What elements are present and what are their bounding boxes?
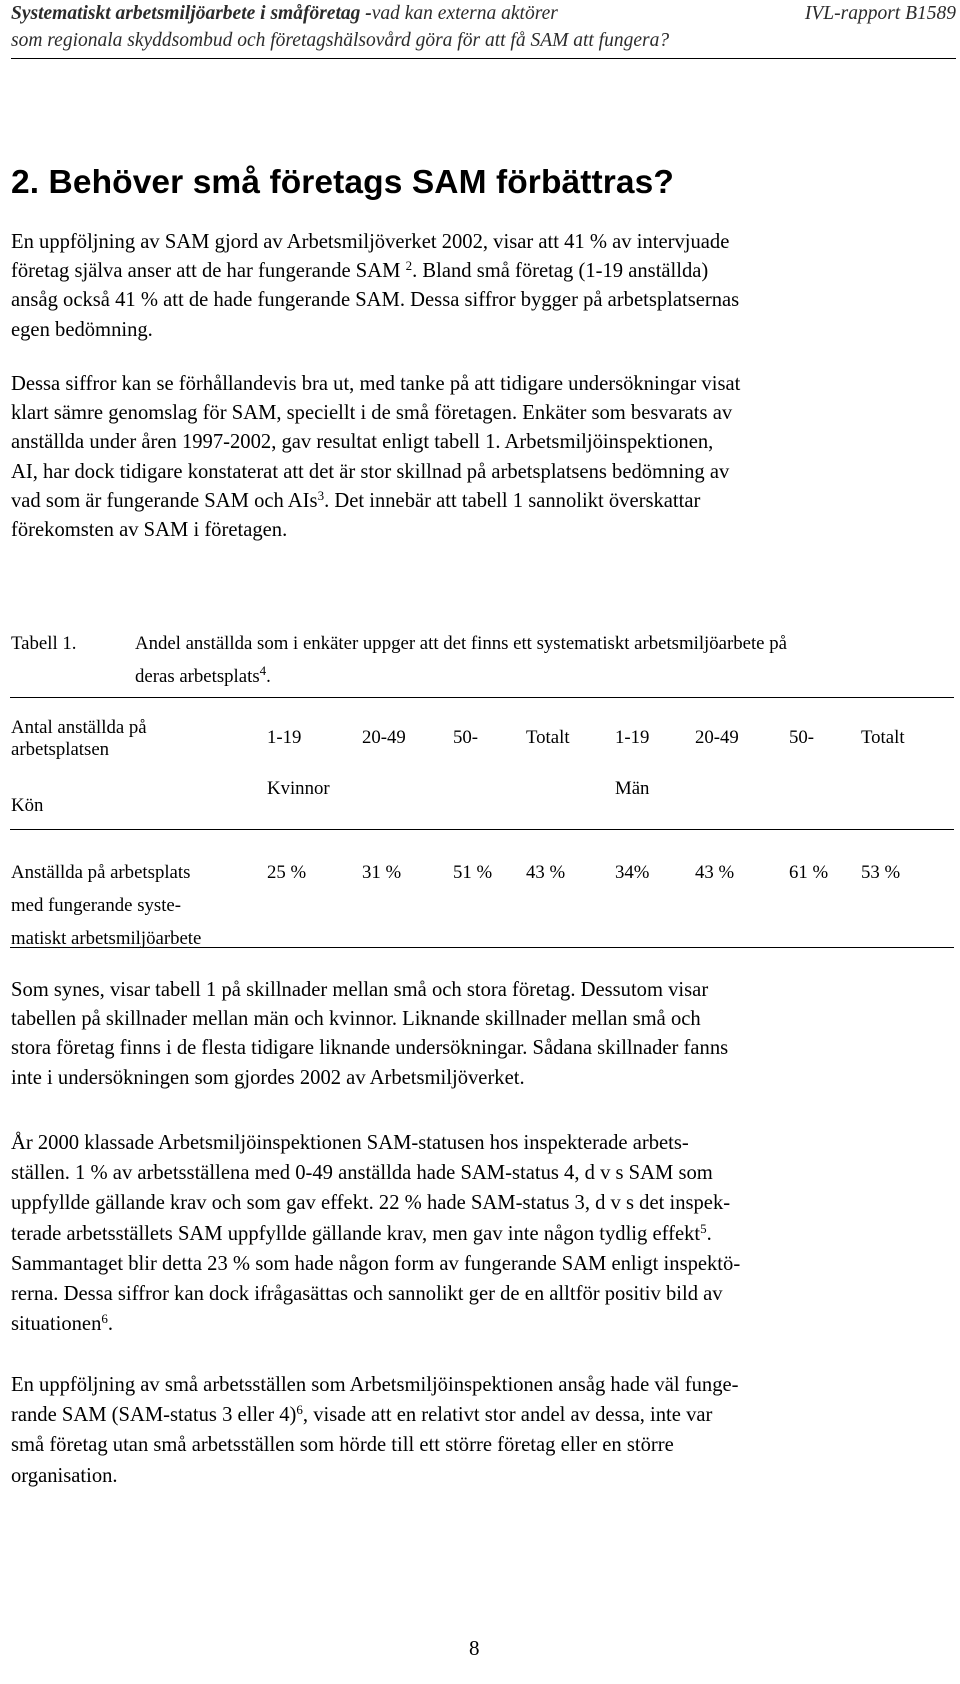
text-span: .: [107, 1313, 114, 1336]
paragraph-5: [11, 1370, 956, 1491]
text-line: klart sämre genomslag för SAM, speciellt i de små företagen. Enkäter som besvarats av: [11, 402, 733, 425]
text-line: AI, har dock tidigare konstaterat att det är stor skillnad på arbetsplatsens bedömning av: [11, 460, 730, 483]
row-header-size: [11, 717, 147, 761]
table-value: 61 %: [789, 862, 829, 883]
table-value: 25 %: [267, 862, 307, 883]
table-caption: [135, 627, 787, 693]
running-header: [11, 0, 956, 54]
paragraph-1: [11, 228, 956, 345]
table-rule-mid: [10, 829, 954, 830]
text-line: uppfyllde gällande krav och som gav effekt. 22 % hade SAM-status 3, d v s det inspek-: [11, 1192, 731, 1215]
header-title: [11, 0, 558, 27]
text-span: terade arbetsställets SAM uppfyllde gällande krav, men gav inte någon tydlig effekt: [11, 1222, 701, 1245]
paragraph-3: [11, 976, 956, 1093]
text-line: [11, 1309, 956, 1339]
table-rule-bottom: [10, 947, 954, 948]
text-line: Antal anställda på: [11, 717, 147, 738]
header-row-2: [11, 27, 956, 54]
text-line: Dessa siffror kan se förhållandevis bra ut, med tanke på att tidigare undersökningar visat: [11, 373, 741, 395]
text-line: små företag utan små arbetsställen som hörde till ett större företag eller en större: [11, 1434, 674, 1457]
report-id: IVL-rapport B1589: [804, 3, 956, 24]
footnote-ref: 6: [296, 1402, 303, 1418]
text-line: egen bedömning.: [11, 318, 153, 341]
text-line: med fungerande syste-: [11, 895, 182, 916]
header-title-bold: Systematiskt arbetsmiljöarbete i småföretag -: [11, 3, 372, 24]
text-line: Anställda på arbetsplats: [11, 862, 191, 883]
text-line: organisation.: [11, 1464, 118, 1487]
text-line: tabellen på skillnader mellan män och kvinnor. Liknande skillnader mellan små och: [11, 1008, 701, 1031]
table-value: 31 %: [362, 862, 402, 883]
row-header-gender: Kön: [11, 795, 44, 816]
text-span: .: [706, 1222, 712, 1245]
gender-women: Kvinnor: [267, 778, 330, 799]
text-line: arbetsplatsen: [11, 739, 110, 760]
text-line: inte i undersökningen som gjordes 2002 av Arbetsmiljöverket.: [11, 1066, 525, 1089]
text-line: [11, 1400, 956, 1430]
text-line: Som synes, visar tabell 1 på skillnader mellan små och stora företag. Dessutom visar: [11, 979, 709, 1001]
header-divider: [11, 58, 956, 59]
table-value: 43 %: [695, 862, 735, 883]
data-row-label: [11, 856, 201, 955]
text-line: anställda under åren 1997-2002, gav resultat enligt tabell 1. Arbetsmiljöinspektionen,: [11, 431, 714, 454]
text-span: . Det innebär att tabell 1 sannolikt överskattar: [324, 489, 701, 512]
text-line: En uppföljning av små arbetsställen som Arbetsmiljöinspektionen ansåg hade väl funge-: [11, 1374, 739, 1396]
col-header-size: Totalt: [526, 727, 570, 748]
footnote-ref: 6: [101, 1311, 108, 1327]
text-line: matiskt arbetsmiljöarbete: [11, 928, 202, 949]
footnote-ref: 4: [259, 663, 267, 678]
col-header-size: 50-: [789, 727, 815, 748]
text-line: ställen. 1 % av arbetsställena med 0-49 anställda hade SAM-status 4, d v s SAM som: [11, 1162, 713, 1185]
header-title-rest: vad kan externa aktörer: [371, 3, 558, 24]
caption-line: Andel anställda som i enkäter uppger att det finns ett systematiskt arbetsmiljöarbete på: [135, 633, 787, 654]
text-span: . Bland små företag (1-19 anställda): [412, 260, 709, 283]
text-line: År 2000 klassade Arbetsmiljöinspektionen SAM-statusen hos inspekterade arbets-: [11, 1132, 689, 1154]
text-span: , visade att en relativt stor andel av dessa, inte var: [302, 1404, 713, 1427]
text-line: [11, 257, 956, 286]
header-row-1: [11, 0, 956, 27]
section-heading: 2. Behöver små företags SAM förbättras?: [11, 164, 674, 201]
text-line: förekomsten av SAM i företagen.: [11, 519, 288, 542]
table-value: 43 %: [526, 862, 566, 883]
col-header-size: 20-49: [362, 727, 406, 748]
table-value: 51 %: [453, 862, 493, 883]
paragraph-4: [11, 1128, 956, 1339]
col-header-size: Totalt: [861, 727, 905, 748]
text-line: rerna. Dessa siffror kan dock ifrågasättas och sannolikt ger de en alltför positiv bild av: [11, 1283, 723, 1306]
text-span: vad som är fungerande SAM och AIs: [11, 489, 318, 512]
text-span: situationen: [11, 1313, 102, 1336]
text-line: Sammantaget blir detta 23 % som hade någon form av fungerande SAM enligt inspektö-: [11, 1252, 741, 1275]
table-rule-top: [10, 697, 954, 698]
text-line: ansåg också 41 % att de hade fungerande SAM. Dessa siffror bygger på arbetsplatsernas: [11, 289, 740, 312]
footnote-ref: 3: [317, 487, 325, 503]
text-line: En uppföljning av SAM gjord av Arbetsmiljöverket 2002, visar att 41 % av intervjuade: [11, 231, 730, 253]
header-subtitle: som regionala skyddsombud och företagshälsovård göra för att få SAM att fungera?: [11, 30, 670, 51]
col-header-size: 1-19: [615, 727, 650, 748]
paragraph-2: [11, 370, 956, 545]
gender-men: Män: [615, 778, 650, 799]
text-line: [11, 1219, 956, 1249]
col-header-size: 50-: [453, 727, 479, 748]
footnote-ref: 2: [405, 258, 413, 274]
table-value: 34%: [615, 862, 650, 883]
table-label: Tabell 1.: [11, 633, 77, 654]
caption-line: deras arbetsplats$^4$.: [135, 663, 271, 687]
text-span: företag själva anser att de har fungerande SAM: [11, 260, 406, 283]
col-header-size: 1-19: [267, 727, 302, 748]
text-span: deras arbetsplats: [135, 666, 260, 687]
text-line: [11, 487, 956, 516]
text-span: rande SAM (SAM-status 3 eller 4): [11, 1404, 297, 1427]
text-line: stora företag finns i de flesta tidigare liknande undersökningar. Sådana skillnader fanns: [11, 1037, 729, 1060]
footnote-ref: 5: [700, 1220, 707, 1236]
page-number: 8: [469, 1636, 480, 1660]
table-value: 53 %: [861, 862, 901, 883]
col-header-size: 20-49: [695, 727, 739, 748]
